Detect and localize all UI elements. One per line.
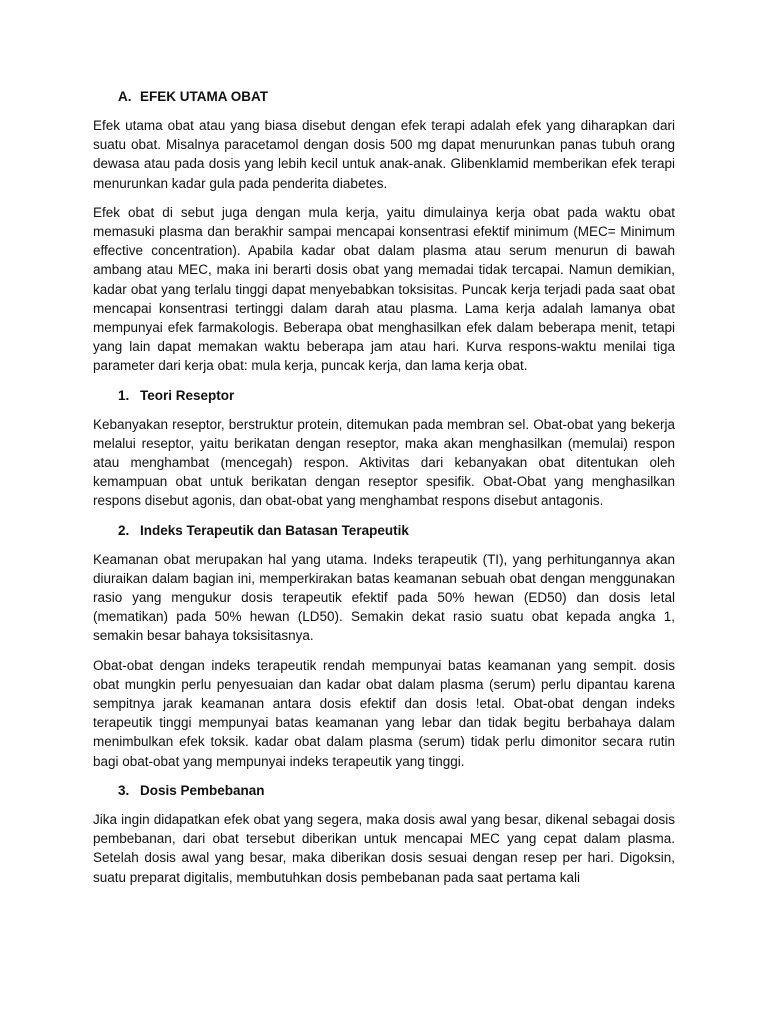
section-heading-efek-utama-obat [93, 87, 675, 106]
heading-title: EFEK UTAMA OBAT [140, 89, 268, 104]
heading-title: Indeks Terapeutik dan Batasan Terapeutik [140, 522, 409, 538]
paragraph: Jika ingin didapatkan efek obat yang segera, maka dosis awal yang besar, dikenal sebagai dosis pembebanan, dari obat tersebut diberikan untuk mencapai MEC yang cepat dalam plasma. Setelah dosis awal yang besar, maka diberikan dosis sesuai dengan resep per hari. Digoksin, suatu preparat digitalis, membutuhkan dosis pembebanan pada saat pertama kali [93, 811, 675, 885]
paragraph: Efek obat di sebut juga dengan mula kerja, yaitu dimulainya kerja obat pada waktu obat memasuki plasma dan berakhir sampai mencapai konsentrasi efektif minimum (MEC= Minimum effective concentration). Apabila kadar obat dalam plasma atau serum menurun di bawah ambang atau MEC, maka ini berarti dosis obat yang memadai tidak tercapai. Namun demikian, kadar obat yang terlalu tinggi dapat menyebabkan toksisitas. Puncak kerja terjadi pada saat obat mencapai konsentrasi tertinggi dalam darah atau plasma. Lama kerja adalah lamanya obat mempunyai efek farmakologis. Beberapa obat menghasilkan efek dalam beberapa menit, tetapi yang lain dapat memakan waktu beberapa jam atau hari. Kurva respons-waktu menilai tiga parameter dari kerja obat: mula kerja, puncak kerja, dan lama kerja obat. [93, 204, 675, 374]
paragraph: Keamanan obat merupakan hal yang utama. Indeks terapeutik (TI), yang perhitungannya akan diuraikan dalam bagian ini, memperkirakan batas keamanan sebuah obat dengan menggunakan rasio yang mengukur dosis terapeutik efektif pada 50% hewan (ED50) dan dosis letal (mematikan) pada 50% hewan (LD50). Semakin dekat rasio suatu obat kepada angka 1, semakin besar bahaya toksisitasnya. [93, 551, 675, 644]
paragraph: Kebanyakan reseptor, berstruktur protein, ditemukan pada membran sel. Obat-obat yang bekerja melalui reseptor, yaitu berikatan dengan reseptor, maka akan menghasilkan (memulai) respon atau menghambat (mencegah) respon. Aktivitas dari kebanyakan obat ditentukan oleh kemampuan obat untuk berikatan dengan reseptor spesifik. Obat-Obat yang menghasilkan respons disebut agonis, dan obat-obat yang menghambat respons disebut antagonis. [93, 416, 675, 509]
heading-number: 1. [118, 387, 130, 403]
heading-number: A. [118, 89, 132, 104]
document-page [93, 80, 675, 897]
paragraph: Obat-obat dengan indeks terapeutik rendah mempunyai batas keamanan yang sempit. dosis obat mungkin perlu penyesuaian dan kadar obat dalam plasma (serum) perlu dipantau karena sempitnya jarak keamanan antara dosis efektif dan dosis !etal. Obat-obat dengan indeks terapeutik tinggi mempunyai batas keamanan yang lebar dan tidak begitu berbahaya dalam menimbulkan efek toksik. kadar obat dalam plasma (serum) tidak perlu dimonitor secara rutin bagi obat-obat yang mempunyai indeks terapeutik yang tinggi. [93, 657, 675, 769]
heading-title: Teori Reseptor [140, 387, 235, 403]
heading-number: 2. [118, 522, 130, 538]
section-heading-dosis-pembebanan [93, 781, 675, 800]
paragraph: Efek utama obat atau yang biasa disebut dengan efek terapi adalah efek yang diharapkan dari suatu obat. Misalnya paracetamol dengan dosis 500 mg dapat menurunkan panas tubuh orang dewasa atau pada dosis yang lebih kecil untuk anak-anak. Glibenklamid memberikan efek terapi menurunkan kadar gula pada penderita diabetes. [93, 118, 675, 191]
heading-number: 3. [118, 782, 130, 798]
section-heading-teori-reseptor [93, 386, 675, 405]
heading-title: Dosis Pembebanan [140, 782, 265, 798]
section-heading-indeks-terapeutik [93, 521, 675, 540]
